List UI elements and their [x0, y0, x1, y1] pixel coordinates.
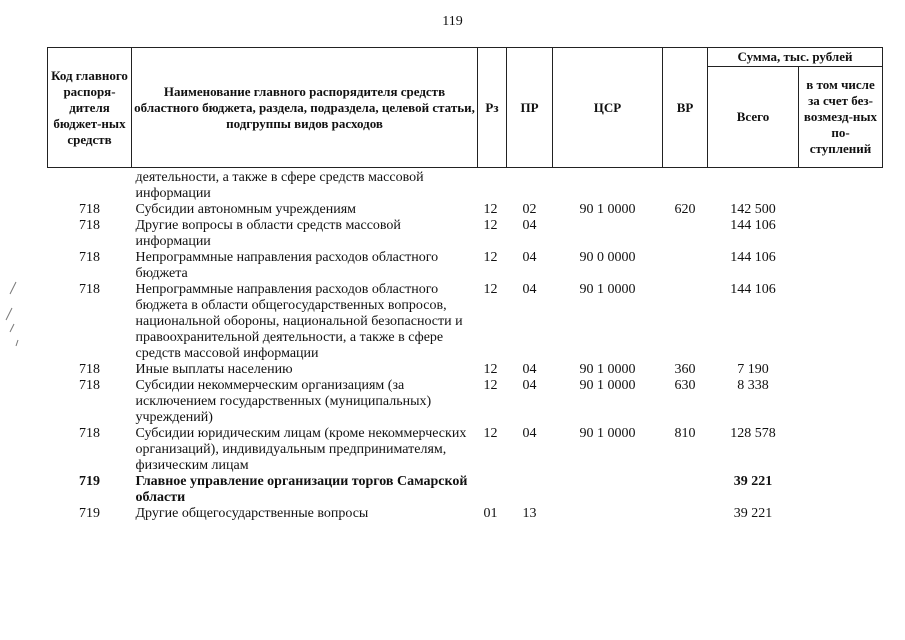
table-row	[48, 202, 883, 218]
header-name: Наименование главного распорядителя средств областного бюджета, раздела, подраздела, целевой статьи, подгруппы видов расходов	[132, 48, 478, 168]
cell-rz: 01	[483, 506, 498, 521]
cell-pr: 02	[522, 202, 537, 217]
cell-csr	[553, 168, 663, 203]
header-total: Всего	[708, 67, 799, 168]
cell-rz: 12	[483, 218, 498, 233]
cell-total: 39 221	[733, 474, 773, 489]
cell-code: 718	[79, 378, 100, 393]
header-csr: ЦСР	[553, 48, 663, 168]
cell-code	[48, 168, 132, 203]
cell-total: 144 106	[730, 282, 776, 297]
cell-code: 719	[79, 474, 100, 489]
cell-pr	[507, 168, 553, 203]
cell-rz: 12	[483, 378, 498, 393]
cell-code: 718	[79, 282, 100, 297]
cell-vr	[663, 474, 708, 506]
table-row	[48, 250, 883, 282]
cell-vr: 360	[674, 362, 696, 377]
cell-total: 144 106	[730, 218, 776, 233]
cell-vr: 810	[674, 426, 696, 441]
table-row	[48, 168, 883, 203]
header-pr: ПР	[507, 48, 553, 168]
table-row	[48, 378, 883, 426]
cell-code: 718	[79, 426, 100, 441]
cell-pr: 04	[522, 250, 537, 265]
cell-name: Субсидии некоммерческим организациям (за исключением государственных (муниципальных) учреждений)	[135, 378, 432, 425]
header-sum-group: Сумма, тыс. рублей	[708, 48, 883, 67]
cell-pr: 04	[522, 362, 537, 377]
table-row	[48, 426, 883, 474]
table-row	[48, 218, 883, 250]
cell-rz	[478, 168, 507, 203]
cell-free	[799, 426, 883, 474]
cell-free	[799, 474, 883, 506]
scan-artifact-marks	[0, 280, 30, 350]
cell-code: 718	[79, 362, 100, 377]
cell-code: 718	[79, 202, 100, 217]
cell-csr: 90 1 0000	[579, 426, 636, 441]
cell-vr	[663, 218, 708, 250]
cell-total: 39 221	[733, 506, 773, 521]
cell-free	[799, 218, 883, 250]
cell-total	[708, 168, 799, 203]
cell-csr: 90 1 0000	[579, 202, 636, 217]
cell-pr: 13	[522, 506, 537, 521]
header-code: Код главного распоря-дителя бюджет-ных средств	[48, 48, 132, 168]
cell-code: 718	[79, 250, 100, 265]
cell-name: Иные выплаты населению	[135, 362, 293, 377]
table-row	[48, 474, 883, 506]
cell-free	[799, 282, 883, 362]
cell-free	[799, 202, 883, 218]
cell-free	[799, 250, 883, 282]
cell-free	[799, 168, 883, 203]
table-body	[48, 168, 883, 523]
cell-csr	[553, 218, 663, 250]
cell-rz: 12	[483, 250, 498, 265]
budget-table	[47, 47, 883, 522]
cell-free	[799, 378, 883, 426]
cell-rz	[478, 474, 507, 506]
cell-csr	[553, 474, 663, 506]
cell-total: 128 578	[730, 426, 776, 441]
cell-rz: 12	[483, 362, 498, 377]
cell-rz: 12	[483, 282, 498, 297]
cell-pr: 04	[522, 282, 537, 297]
cell-total: 144 106	[730, 250, 776, 265]
cell-csr	[553, 506, 663, 522]
cell-vr	[663, 168, 708, 203]
header-rz: Рз	[478, 48, 507, 168]
table-row	[48, 282, 883, 362]
cell-csr: 90 0 0000	[579, 250, 636, 265]
header-free: в том числе за счет без-возмезд-ных по-ступлений	[799, 67, 883, 168]
table-row	[48, 506, 883, 522]
cell-pr	[507, 474, 553, 506]
cell-vr: 630	[674, 378, 696, 393]
cell-free	[799, 506, 883, 522]
cell-name: Субсидии автономным учреждениям	[135, 202, 357, 217]
cell-csr: 90 1 0000	[579, 378, 636, 393]
cell-pr: 04	[522, 378, 537, 393]
cell-name: Непрограммные направления расходов областного бюджета в области общегосударственных вопросов, национальной обороны, национальной безопасности и правоохранительной деятельности, а также в сфере средств массовой информации	[135, 282, 463, 361]
cell-csr: 90 1 0000	[579, 282, 636, 297]
cell-name: Субсидии юридическим лицам (кроме некоммерческих организаций), индивидуальным предпринимателям, физическим лицам	[135, 426, 467, 473]
page-number: 119	[442, 14, 463, 29]
cell-pr: 04	[522, 218, 537, 233]
cell-rz: 12	[483, 426, 498, 441]
cell-vr: 620	[674, 202, 696, 217]
table-row	[48, 362, 883, 378]
cell-vr	[663, 282, 708, 362]
cell-vr	[663, 506, 708, 522]
cell-name: Непрограммные направления расходов областного бюджета	[135, 250, 439, 281]
table-header	[48, 48, 883, 168]
cell-total: 7 190	[737, 362, 769, 377]
cell-free	[799, 362, 883, 378]
cell-total: 142 500	[730, 202, 776, 217]
cell-total: 8 338	[737, 378, 769, 393]
cell-name: Другие вопросы в области средств массовой информации	[135, 218, 401, 249]
cell-name: деятельности, а также в сфере средств массовой информации	[135, 170, 424, 201]
header-vr: ВР	[663, 48, 708, 168]
cell-name: Другие общегосударственные вопросы	[135, 506, 369, 521]
cell-vr	[663, 250, 708, 282]
cell-name: Главное управление организации торгов Самарской области	[135, 474, 468, 505]
cell-pr: 04	[522, 426, 537, 441]
cell-code: 719	[79, 506, 100, 521]
cell-code: 718	[79, 218, 100, 233]
cell-rz: 12	[483, 202, 498, 217]
cell-csr: 90 1 0000	[579, 362, 636, 377]
